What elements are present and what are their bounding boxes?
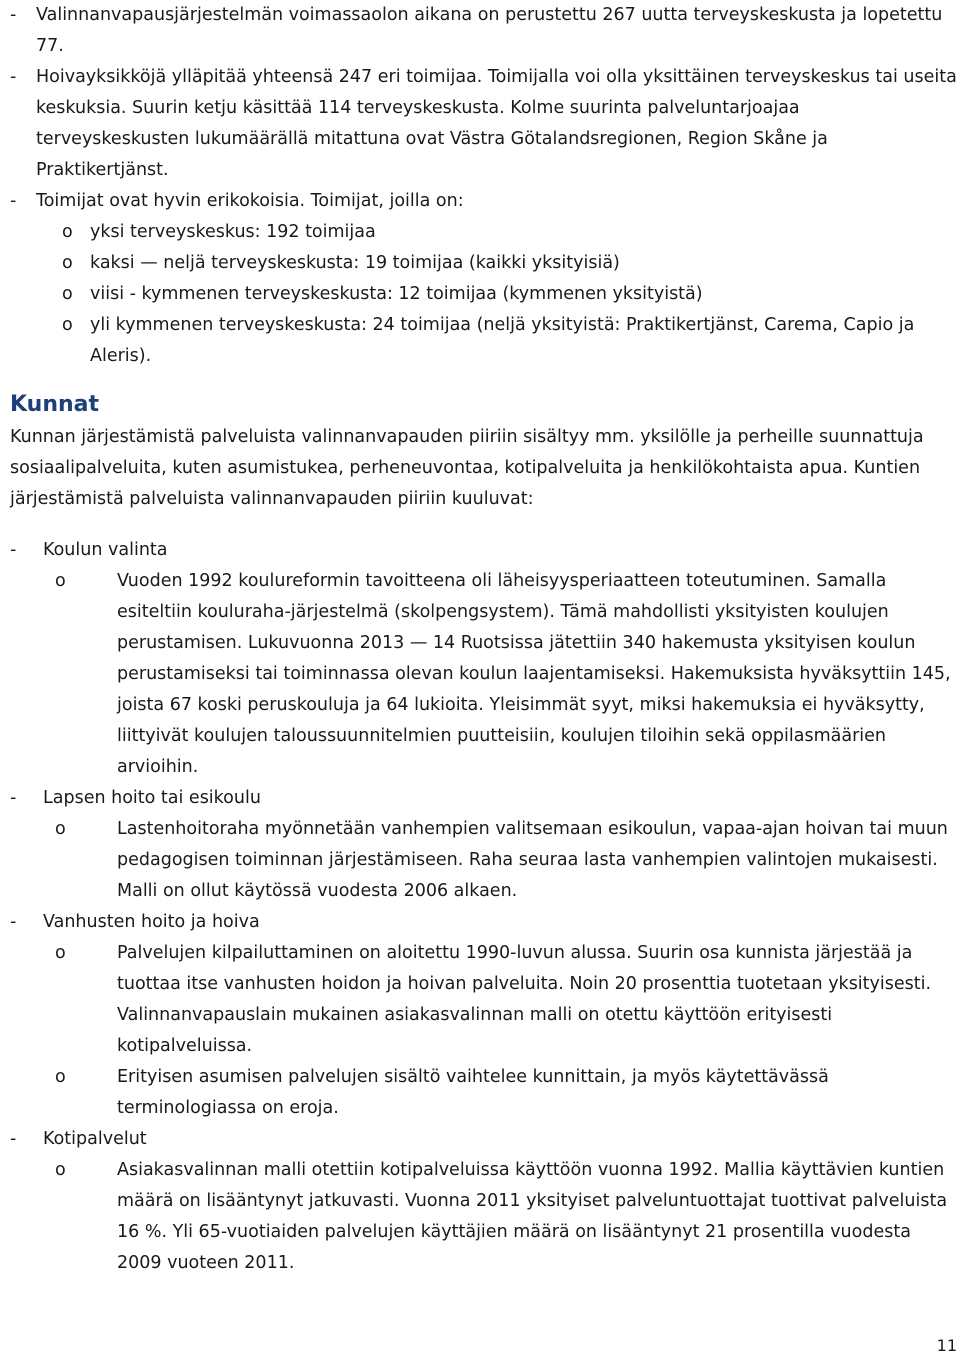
sub-item-text: Vuoden 1992 koulureformin tavoitteena oli läheisyysperiaatteen toteutuminen. Samalla esiteltiin kouluraha-järjestelmä (skolpengsystem). Tämä mahdollisti yksityisten koulujen perustamisen. Lukuvuonna 2013 — 14 Ruotsissa jätettiin 340 hakemusta yksityisen koulun perustamiseksi tai toiminnassa olevan koulun laajentamiseksi. Hakemuksista hyväksyttiin 145, joista 67 koski peruskouluja ja 64 lukioita. Yleisimmät syyt, miksi hakemuksia ei hyväksytty, liittyivät koulujen taloussuunnitelmien puutteisiin, koulujen tiloihin sekä oppilasmäärien arvioihin. xyxy=(117,571,951,777)
sub-list xyxy=(10,1155,958,1279)
sub-list-item xyxy=(10,1155,958,1279)
list-item-text: Toimijat ovat hyvin erikokoisia. Toimijat, joilla on: xyxy=(36,191,464,211)
list-item xyxy=(10,535,958,783)
page-number: 11 xyxy=(936,1336,957,1355)
sub-list-item xyxy=(10,279,958,310)
sub-list-item xyxy=(10,248,958,279)
sub-list-item xyxy=(10,938,958,1062)
list-item xyxy=(10,186,958,372)
body-paragraph: Kunnan järjestämistä palveluista valinnanvapauden piiriin sisältyy mm. yksilölle ja perheille suunnattuja sosiaalipalveluita, kuten asumistukea, perheneuvontaa, kotipalveluita ja henkilökohtaista apua. Kuntien järjestämistä palveluista valinnanvapauden piiriin kuuluvat: xyxy=(10,427,924,509)
sub-item-text: Lastenhoitoraha myönnetään vanhempien valitsemaan esikoulun, vapaa-ajan hoivan tai muun pedagogisen toiminnan järjestämiseen. Raha seuraa lasta vanhempien valintojen mukaisesti. Malli on ollut käytössä vuodesta 2006 alkaen. xyxy=(117,819,948,901)
municipal-services-list xyxy=(10,535,958,1279)
sub-list-item xyxy=(10,217,958,248)
sub-item-text: Erityisen asumisen palvelujen sisältö vaihtelee kunnittain, ja myös käytettävässä terminologiassa on eroja. xyxy=(117,1067,829,1118)
sub-list-item xyxy=(10,566,958,783)
sub-item-text: yli kymmenen terveyskeskusta: 24 toimijaa (neljä yksityistä: Praktikertjänst, Carema, Capio ja Aleris). xyxy=(90,315,915,366)
list-item-text: Kotipalvelut xyxy=(43,1129,147,1149)
sub-item-text: kaksi — neljä terveyskeskusta: 19 toimijaa (kaikki yksityisiä) xyxy=(90,253,620,273)
sub-list-item xyxy=(10,1062,958,1124)
list-item-text: Vanhusten hoito ja hoiva xyxy=(43,912,260,932)
list-item xyxy=(10,0,958,62)
list-item-text: Hoivayksikköjä ylläpitää yhteensä 247 eri toimijaa. Toimijalla voi olla yksittäinen terveyskeskus tai useita keskuksia. Suurin ketju käsittää 114 terveyskeskusta. Kolme suurinta palveluntarjoajaa terveyskeskusten lukumäärällä mitattuna ovat Västra Götalandsregionen, Region Skåne ja Praktikertjänst. xyxy=(36,67,957,180)
list-item-text: Koulun valinta xyxy=(43,540,168,560)
list-item xyxy=(10,1124,958,1279)
list-item xyxy=(10,907,958,1124)
sub-item-text: yksi terveyskeskus: 192 toimijaa xyxy=(90,222,376,242)
section-heading: Kunnat xyxy=(10,392,100,417)
sub-list xyxy=(10,566,958,783)
sub-list-item xyxy=(10,814,958,907)
health-center-list xyxy=(10,0,958,372)
sub-item-text: Asiakasvalinnan malli otettiin kotipalveluissa käyttöön vuonna 1992. Mallia käyttävien kuntien määrä on lisääntynyt jatkuvasti. Vuonna 2011 yksityiset palveluntuottajat tuottivat palveluista 16 %. Yli 65-vuotiaiden palvelujen käyttäjien määrä on lisääntynyt 21 prosentilla vuodesta 2009 vuoteen 2011. xyxy=(117,1160,948,1273)
sub-item-text: Palvelujen kilpailuttaminen on aloitettu 1990-luvun alussa. Suurin osa kunnista järjestää ja tuottaa itse vanhusten hoidon ja hoivan palveluita. Noin 20 prosenttia tuotetaan yksityisesti. Valinnanvapauslain mukainen asiakasvalinnan malli on otettu käyttöön erityisesti kotipalveluissa. xyxy=(117,943,932,1056)
sub-item-text: viisi - kymmenen terveyskeskusta: 12 toimijaa (kymmenen yksityistä) xyxy=(90,284,703,304)
list-item xyxy=(10,62,958,186)
sub-list xyxy=(10,814,958,907)
list-item-text: Lapsen hoito tai esikoulu xyxy=(43,788,261,808)
sub-list-item xyxy=(10,310,958,372)
list-item xyxy=(10,783,958,907)
operator-size-list xyxy=(36,217,958,372)
sub-list xyxy=(10,938,958,1124)
list-item-text: Valinnanvapausjärjestelmän voimassaolon aikana on perustettu 267 uutta terveyskeskusta ja lopetettu 77. xyxy=(36,5,943,56)
